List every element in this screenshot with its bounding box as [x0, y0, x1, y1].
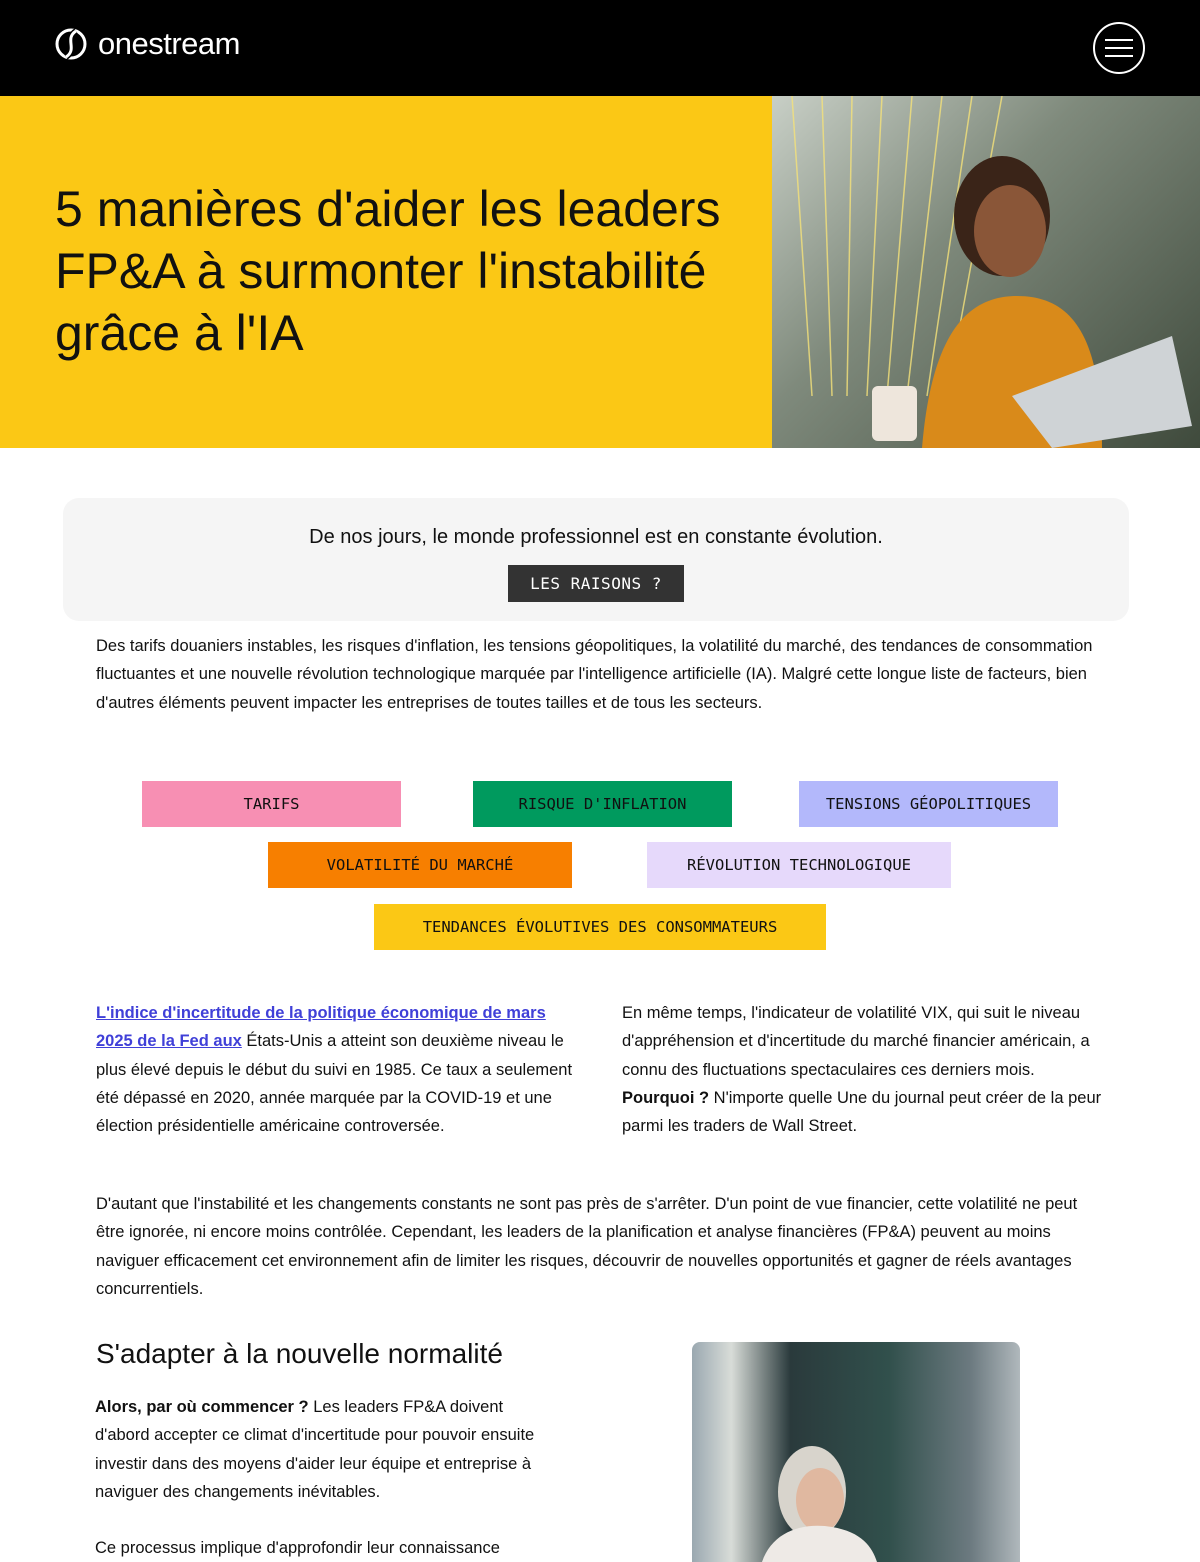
tag-geopolitics: TENSIONS GÉOPOLITIQUES — [799, 781, 1058, 827]
hero-image — [772, 96, 1200, 448]
section-title: S'adapter à la nouvelle normalité — [96, 1338, 503, 1369]
paragraph-2: D'autant que l'instabilité et les changements constants ne sont pas près de s'arrêter. D'un point de vue financier, cette volatilité ne peut être ignorée, ni encore moins contrôlée. Cependant, les leaders de la planification et analyse financières (FP&A) peuvent au moins naviguer efficacement cet environnement afin de limiter les risques, découvrir de nouvelles opportunités et gagner de réels avantages concurrentiels. — [96, 1195, 1078, 1298]
section-image — [692, 1342, 1020, 1562]
left-column-text: L'indice d'incertitude de la politique économique de mars 2025 de la Fed aux États-Unis a atteint son deuxième niveau le plus élevé depuis le début du suivi en 1985. Ce taux a seulement été dépassé en 2020, année marquée par la COVID-19 et une élection présidentielle américaine controversée. — [96, 1004, 573, 1136]
tag-tech-revolution: RÉVOLUTION TECHNOLOGIQUE — [647, 842, 951, 888]
reasons-button[interactable]: LES RAISONS ? — [508, 565, 684, 602]
right-column-text: En même temps, l'indicateur de volatilité VIX, qui suit le niveau d'appréhension et d'incertitude du marché financier américain, a connu des fluctuations spectaculaires ces derniers mois. Pourquoi ? N'importe quelle Une du journal peut créer de la peur parmi les traders de Wall Street. — [622, 1004, 1102, 1136]
intro-box — [63, 498, 1129, 621]
brand-name: onestream — [98, 26, 240, 61]
section-paragraph: Alors, par où commencer ? Les leaders FP&A doivent d'abord accepter ce climat d'incertitude pour pouvoir ensuite investir dans des moyens d'aider leur équipe et entreprise à naviguer des changements inévitables. — [95, 1398, 535, 1501]
intro-paragraph: Des tarifs douaniers instables, les risques d'inflation, les tensions géopolitiques, la volatilité du marché, des tendances de consommation fluctuantes et une nouvelle révolution technologique marquée par l'intelligence artificielle (IA). Malgré cette longue liste de facteurs, bien d'autres éléments peuvent impacter les entreprises de toutes tailles et de tous les secteurs. — [96, 637, 1093, 712]
top-nav — [0, 0, 1200, 96]
tag-consumer-trends: TENDANCES ÉVOLUTIVES DES CONSOMMATEURS — [374, 904, 826, 950]
brand-logo[interactable] — [54, 26, 240, 62]
hamburger-menu-button[interactable] — [1093, 22, 1145, 74]
tag-tarifs: TARIFS — [142, 781, 401, 827]
hero — [0, 96, 1200, 448]
fed-index-link[interactable]: L'indice d'incertitude de la politique économique de mars 2025 de la Fed aux — [96, 1004, 546, 1051]
intro-lead: De nos jours, le monde professionnel est en constante évolution. — [309, 526, 883, 548]
tag-inflation: RISQUE D'INFLATION — [473, 781, 732, 827]
onestream-logo-icon — [54, 27, 88, 61]
hamburger-icon — [1105, 39, 1133, 41]
section-paragraph-2: Ce processus implique d'approfondir leur connaissance — [95, 1539, 500, 1557]
tag-market-volatility: VOLATILITÉ DU MARCHÉ — [268, 842, 572, 888]
page-title: 5 manières d'aider les leaders FP&A à surmonter l'instabilité grâce à l'IA — [55, 181, 721, 361]
